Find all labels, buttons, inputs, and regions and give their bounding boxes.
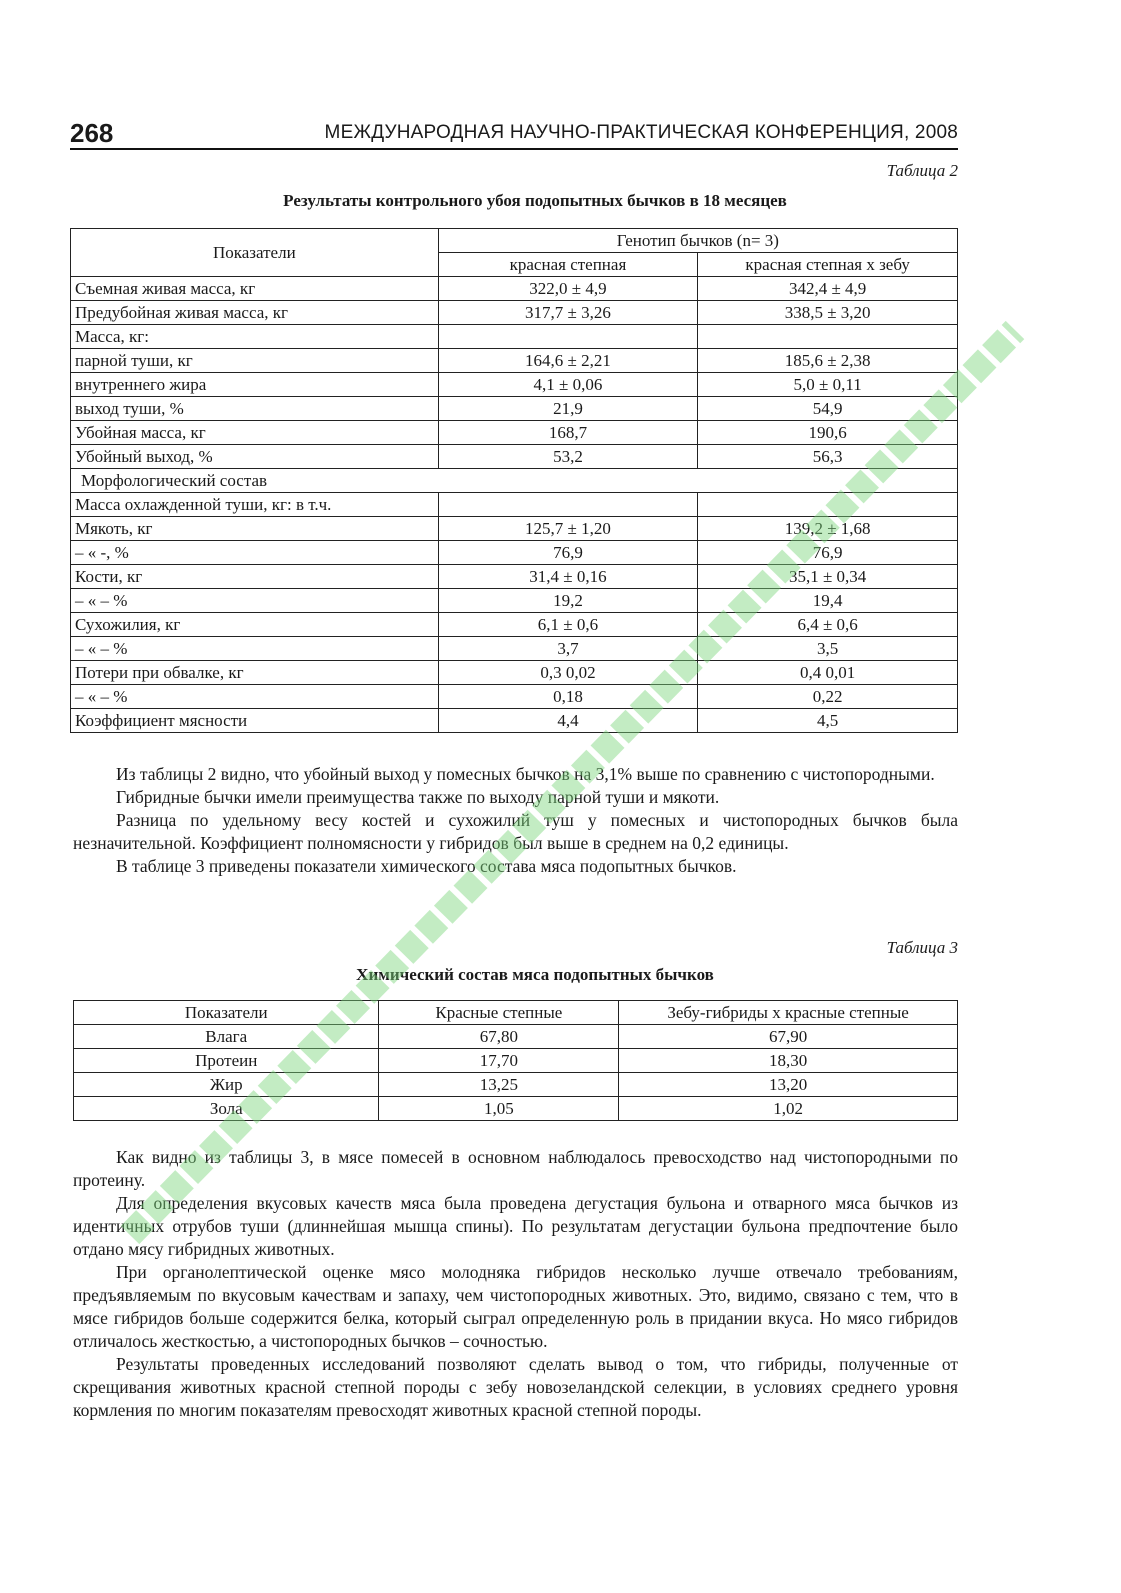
cell-value: 168,7 (438, 421, 698, 445)
table-row (71, 661, 958, 685)
row-label: Сухожилия, кг (71, 613, 439, 637)
table-row (71, 301, 958, 325)
table-row (74, 1073, 958, 1097)
cell-value: 1,05 (379, 1097, 619, 1121)
page-number: 268 (70, 118, 114, 148)
cell-value: 4,4 (438, 709, 698, 733)
cell-value: 76,9 (438, 541, 698, 565)
cell-value: 6,1 ± 0,6 (438, 613, 698, 637)
cell-value: 54,9 (698, 397, 958, 421)
paragraph-text: Для определения вкусовых качеств мяса была проведена дегустация бульона и отварного мяса бычков из идентичных отрубов туши (длиннейшая мышца спины). По результатам дегустации бульона предпочтение было отдано мясу гибридных животных. (73, 1193, 958, 1259)
table3-label: Таблица 3 (886, 938, 958, 957)
row-label: Влага (74, 1025, 379, 1049)
cell-value: 21,9 (438, 397, 698, 421)
table-row (71, 541, 958, 565)
table-row (71, 325, 958, 349)
cell-value: 31,4 ± 0,16 (438, 565, 698, 589)
body-text-2 (73, 1146, 958, 1422)
cell-value: 6,4 ± 0,6 (698, 613, 958, 637)
cell-value: 4,5 (698, 709, 958, 733)
section-label: Морфологический состав (71, 469, 958, 493)
row-label: внутреннего жира (71, 373, 439, 397)
cell-value: 13,25 (379, 1073, 619, 1097)
table-row (71, 421, 958, 445)
cell-value: 139,2 ± 1,68 (698, 517, 958, 541)
cell-value: 317,7 ± 3,26 (438, 301, 698, 325)
table-row (71, 613, 958, 637)
cell-value: 0,3 0,02 (438, 661, 698, 685)
paragraph (73, 763, 958, 786)
row-label: Убойный выход, % (71, 445, 439, 469)
cell-value (438, 493, 698, 517)
cell-value: 164,6 ± 2,21 (438, 349, 698, 373)
table-row (71, 589, 958, 613)
table2-title: Результаты контрольного убоя подопытных бычков в 18 месяцев (283, 191, 787, 210)
cell-value: 0,22 (698, 685, 958, 709)
cell-value: 56,3 (698, 445, 958, 469)
cell-value: 125,7 ± 1,20 (438, 517, 698, 541)
cell-value: 18,30 (619, 1049, 958, 1073)
column-header: Красные степные (379, 1001, 619, 1025)
paragraph (73, 1192, 958, 1261)
row-label: Протеин (74, 1049, 379, 1073)
body-text-1 (73, 763, 958, 878)
table-row (74, 1025, 958, 1049)
paragraph-text: При органолептической оценке мясо молодняка гибридов несколько лучше отвечало требованиям, предъявляемым по вкусовым качествам и запаху, чем чистопородных животных. Это, видимо, связано с тем, что в мясе гибридов больше содержится белка, который сыграл определенную роль в придании вкуса. Но мясо гибридов отличалось жесткостью, а чистопородных бычков – сочностью. (73, 1262, 958, 1351)
cell-value: 3,5 (698, 637, 958, 661)
paragraph (73, 809, 958, 855)
paragraph-text: Гибридные бычки имели преимущества также по выходу парной туши и мякоти. (116, 787, 720, 807)
column-header: Показатели (74, 1001, 379, 1025)
row-label: Масса охлажденной туши, кг: в т.ч. (71, 493, 439, 517)
cell-value: 322,0 ± 4,9 (438, 277, 698, 301)
cell-value: 190,6 (698, 421, 958, 445)
cell-value: 19,4 (698, 589, 958, 613)
table-row (71, 637, 958, 661)
column-header: красная степная (438, 253, 698, 277)
paragraph-text: Разница по удельному весу костей и сухожилий туш у помесных и чистопородных бычков была незначительной. Коэффициент полномясности у гибридов был выше в среднем на 0,2 единицы. (73, 810, 958, 853)
table-row (71, 493, 958, 517)
table-row (71, 397, 958, 421)
table-header-row (74, 1001, 958, 1025)
paragraph (73, 1261, 958, 1353)
running-head: МЕЖДУНАРОДНАЯ НАУЧНО-ПРАКТИЧЕСКАЯ КОНФЕРЕНЦИЯ, 2008 (324, 122, 958, 143)
table3-title: Химический состав мяса подопытных бычков (356, 965, 714, 984)
cell-value: 35,1 ± 0,34 (698, 565, 958, 589)
table-row (74, 1097, 958, 1121)
paragraph-text: В таблице 3 приведены показатели химического состава мяса подопытных бычков. (116, 856, 737, 876)
cell-value: 0,18 (438, 685, 698, 709)
row-label: – « – % (71, 589, 439, 613)
row-label: выход туши, % (71, 397, 439, 421)
column-header: Зебу-гибриды х красные степные (619, 1001, 958, 1025)
cell-value: 17,70 (379, 1049, 619, 1073)
cell-value: 0,4 0,01 (698, 661, 958, 685)
paragraph (73, 1353, 958, 1422)
paragraph-text: Результаты проведенных исследований позволяют сделать вывод о том, что гибриды, полученные от скрещивания животных красной степной породы с зебу новозеландской селекции, в условиях среднего уровня кормления по многим показателям превосходят животных красной степной породы. (73, 1354, 958, 1420)
table-row (74, 1049, 958, 1073)
cell-value: 76,9 (698, 541, 958, 565)
cell-value: 3,7 (438, 637, 698, 661)
table-row (71, 445, 958, 469)
row-label: парной туши, кг (71, 349, 439, 373)
paragraph (73, 786, 958, 809)
paragraph (73, 1146, 958, 1192)
row-label: Зола (74, 1097, 379, 1121)
cell-value: 19,2 (438, 589, 698, 613)
row-label: Жир (74, 1073, 379, 1097)
cell-value: 4,1 ± 0,06 (438, 373, 698, 397)
paragraph-text: Из таблицы 2 видно, что убойный выход у помесных бычков на 3,1% выше по сравнению с чистопородными. (116, 764, 935, 784)
table-row (71, 373, 958, 397)
row-label: Потери при обвалке, кг (71, 661, 439, 685)
table-row (71, 685, 958, 709)
column-group-header: Генотип бычков (n= 3) (438, 229, 957, 253)
cell-value: 67,80 (379, 1025, 619, 1049)
paragraph-text: Как видно из таблицы 3, в мясе помесей в основном наблюдалось превосходство над чистопородными по протеину. (73, 1147, 958, 1190)
row-label: Съемная живая масса, кг (71, 277, 439, 301)
table-header-row (71, 229, 958, 253)
cell-value: 338,5 ± 3,20 (698, 301, 958, 325)
table-row (71, 709, 958, 733)
table-row (71, 277, 958, 301)
row-label: Масса, кг: (71, 325, 439, 349)
row-label: Мякоть, кг (71, 517, 439, 541)
row-label: Кости, кг (71, 565, 439, 589)
cell-value: 5,0 ± 0,11 (698, 373, 958, 397)
cell-value (698, 325, 958, 349)
cell-value: 67,90 (619, 1025, 958, 1049)
table-row (71, 349, 958, 373)
table-row (71, 517, 958, 541)
page-header (70, 118, 958, 150)
column-header: красная степная х зебу (698, 253, 958, 277)
row-label: – « -, % (71, 541, 439, 565)
column-header: Показатели (71, 229, 439, 277)
row-label: Предубойная живая масса, кг (71, 301, 439, 325)
cell-value: 185,6 ± 2,38 (698, 349, 958, 373)
table-row (71, 565, 958, 589)
table-section-row (71, 469, 958, 493)
cell-value: 53,2 (438, 445, 698, 469)
row-label: – « – % (71, 685, 439, 709)
cell-value (438, 325, 698, 349)
table2-label: Таблица 2 (886, 161, 958, 180)
row-label: – « – % (71, 637, 439, 661)
table3 (73, 1000, 958, 1121)
row-label: Убойная масса, кг (71, 421, 439, 445)
cell-value: 342,4 ± 4,9 (698, 277, 958, 301)
paragraph (73, 855, 958, 878)
table2 (70, 228, 958, 733)
cell-value: 1,02 (619, 1097, 958, 1121)
row-label: Коэффициент мясности (71, 709, 439, 733)
cell-value (698, 493, 958, 517)
cell-value: 13,20 (619, 1073, 958, 1097)
